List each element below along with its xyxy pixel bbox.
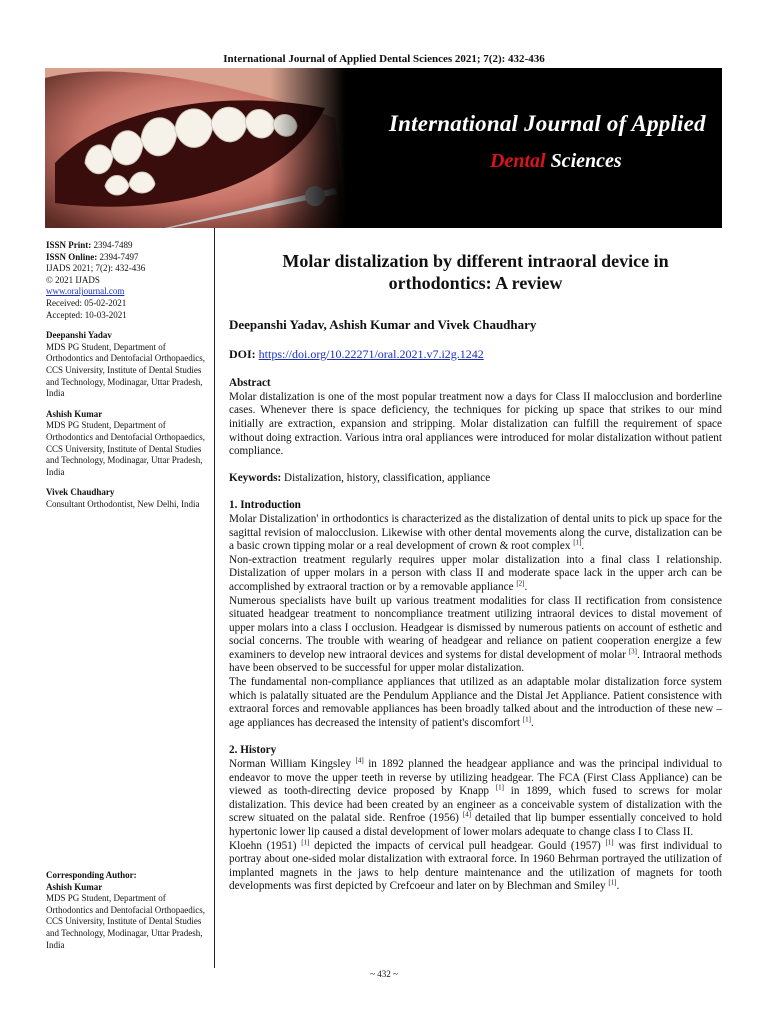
paragraph: Norman William Kingsley [4] in 1892 planned the headgear appliance and was the principal individual to endeavor to move the upper teeth in reverse by utilizing headgear. The FCA (First Class Appliance) can be viewed as tooth-directing device proposed by Knapp [1] in 1899, which fused to screws for molar distalization. This device had been created by an engineer as a conceivable system of distalization with the screw situated on the palatal side. Renfroe (1956) [4] detailed that lip bumper essentially conceived to hold hypertonic lower lip caused a distal development of lower molars adequate to change class I to Class II.: [229, 756, 722, 838]
article-title: Molar distalization by different intraoral device in orthodontics: A review: [282, 251, 669, 293]
corresponding-affiliation: MDS PG Student, Department of Orthodontics and Dentofacial Orthopaedics, CCS University, Institute of Dental Studies and Technology, Modinagar, Uttar Pradesh, India: [46, 893, 205, 950]
received-date: Received: 05-02-2021: [46, 297, 127, 308]
history-section: [229, 744, 722, 894]
abstract-section: [229, 377, 722, 459]
article-info-sidebar: [46, 240, 212, 510]
corresponding-name: Ashish Kumar: [46, 881, 103, 892]
column-divider: [214, 228, 215, 968]
introduction-heading: 1. Introduction: [229, 499, 301, 512]
paragraph: Molar Distalization' in orthodontics is characterized as the distalization of dental units to pick up space for the sagittal revision of malocclusion. Likewise with other dental movements along the curve, distalization can be a basic crown tipping molar or a real development of crown & root complex [1].: [229, 512, 722, 553]
journal-header: International Journal of Applied Dental Sciences 2021; 7(2): 432-436: [223, 53, 545, 65]
issn-print: ISSN Print: 2394-7489: [46, 240, 133, 250]
issn-online: ISSN Online: 2394-7497: [46, 251, 139, 262]
keywords-line: Keywords: Distalization, history, classification, appliance: [229, 471, 491, 484]
website-link[interactable]: www.oraljournal.com: [46, 286, 125, 297]
article-main: [229, 250, 722, 894]
doi-link[interactable]: https://doi.org/10.22271/oral.2021.v7.i2g.1242: [258, 346, 484, 361]
smile-illustration: [45, 68, 345, 228]
banner-title-line1: International Journal of Applied: [389, 111, 706, 136]
journal-banner: [45, 68, 722, 228]
paragraph: Non-extraction treatment regularly requires upper molar distalization into a final class I relationship. Distalization of upper molars in a person with class II and moderate space lack in the upper arch can be accomplished by extraoral traction or by a removable appliance [2].: [229, 553, 722, 593]
doi-line: DOI: https://doi.org/10.22271/oral.2021.v7.i2g.1242: [229, 346, 484, 361]
website-link-row: [46, 286, 212, 298]
corresponding-label: Corresponding Author:: [46, 870, 137, 880]
history-heading: 2. History: [229, 744, 277, 757]
author-name: Vivek Chaudhary: [46, 487, 115, 498]
author-affiliation: MDS PG Student, Department of Orthodontics and Dentofacial Orthopaedics, CCS University, Institute of Dental Studies and Technology, Modinagar, Uttar Pradesh, India: [46, 420, 205, 477]
page-number: ~ 432 ~: [370, 969, 398, 979]
paragraph: Kloehn (1951) [1] depicted the impacts of cervical pull headgear. Gould (1957) [1] was first individual to portray about one-sided molar distalization with extraoral force. In 1960 Behrman portrayed the utilization of implanted magnets in the jaws to help denture maintenance and the utilization of magnets for tooth developments was first depicted by Crefcoeur and later on by Blechman and Smiley [1].: [229, 837, 723, 893]
banner-title-line2: [490, 150, 622, 173]
abstract-text: Molar distalization is one of the most popular treatment now a days for Class II malocclusion and borderline cases. Whenever there is space deficiency, the techniques for picking up space that strikes to our mind initially are extraction, expansion and stripping. Molar distalization can fulfill the requirement of space without doing extraction. Various intra oral appliances were introduced for molar distalization without patient compliance.: [229, 390, 722, 458]
introduction-section: [229, 499, 722, 730]
paragraph: The fundamental non-compliance appliances that utilized as an adaptable molar distalization force system which is palatally situated are the Pendulum Appliance and the Distal Jet Appliance. Patient consistence with extraoral forces and removable appliances has been broadly talked about and the introduction of these new – age appliances has decreased the intensity of patient's discomfort [1].: [229, 676, 722, 729]
banner-title-sciences: Sciences: [545, 150, 622, 172]
banner-title-dental: Dental: [490, 150, 546, 172]
accepted-date: Accepted: 10-03-2021: [46, 309, 127, 320]
abstract-heading: Abstract: [229, 377, 271, 390]
corresponding-author: [46, 870, 212, 951]
author-affiliation: Consultant Orthodontist, New Delhi, India: [46, 498, 200, 509]
ijads-line: IJADS 2021; 7(2): 432-436: [46, 263, 146, 274]
author-name: Deepanshi Yadav: [46, 330, 112, 341]
article-authors: Deepanshi Yadav, Ashish Kumar and Vivek Chaudhary: [229, 317, 537, 332]
author-name: Ashish Kumar: [46, 408, 103, 419]
author-affiliation: MDS PG Student, Department of Orthodontics and Dentofacial Orthopaedics, CCS University, Institute of Dental Studies and Technology, Modinagar, Uttar Pradesh, India: [46, 341, 205, 399]
paragraph: Numerous specialists have built up various treatment modalities for class II rectification from consistence situated headgear treatment to noncompliance treatment utilizing intraoral devices to distal movement of upper molars into a class I occlusion. Headgear is dismissed by numerous patients on account of esthetic and social concerns. The trouble with wearing of headgear and reliance on patient cooperation energize a few examiners to develop new intraoral devices and systems for distal development of molar [3]. Intraoral methods have been observed to be successful for upper molar distalization.: [229, 594, 722, 675]
copyright: © 2021 IJADS: [46, 274, 100, 285]
